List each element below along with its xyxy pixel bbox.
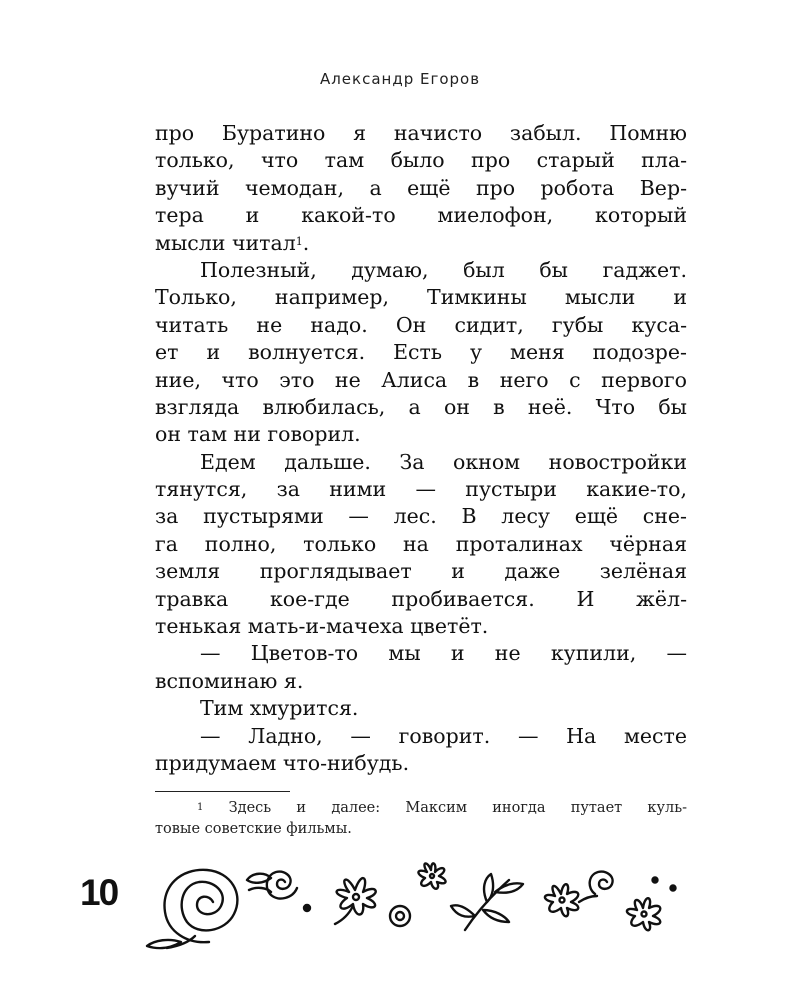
footnote-separator bbox=[155, 791, 290, 792]
text-line: ние, что это не Алиса в него с первого bbox=[155, 367, 687, 392]
text-line: взгляда влюбилась, а он в неё. Что бы bbox=[155, 394, 687, 419]
dot-icon bbox=[671, 886, 676, 891]
running-head: Александр Егоров bbox=[319, 70, 481, 88]
text-line-content: мысли читал bbox=[155, 230, 296, 255]
floral-ornament bbox=[135, 850, 695, 960]
text-line: Едем дальше. За окном новостройки bbox=[200, 449, 687, 474]
text-line: придумаем что-нибудь. bbox=[155, 750, 410, 775]
text-line: тянутся, за ними — пустыри какие-то, bbox=[155, 477, 687, 502]
text-line: земля проглядывает и даже зелёная bbox=[155, 559, 687, 584]
footnote-ref: 1 bbox=[295, 234, 303, 248]
spiral-flower-icon bbox=[147, 870, 237, 948]
dot-icon bbox=[304, 905, 310, 911]
swirl-icon bbox=[247, 872, 297, 899]
page-number: 10 bbox=[80, 872, 118, 913]
text-line: га полно, только на проталинах чёрная bbox=[155, 531, 687, 556]
text-line: читать не надо. Он сидит, губы куса- bbox=[155, 312, 687, 337]
text-line: вучий чемодан, а ещё про робота Вер- bbox=[155, 175, 687, 200]
text-line: Полезный, думаю, был бы гаджет. bbox=[200, 257, 687, 282]
footnote-line bbox=[155, 798, 687, 819]
text-line: он там ни говорил. bbox=[155, 422, 361, 447]
text-line: ет и волнуется. Есть у меня подозре- bbox=[155, 340, 687, 365]
leaf-sprig-icon bbox=[451, 874, 523, 930]
text-line: про Буратино я начисто забыл. Помню bbox=[155, 121, 687, 145]
footnote-ref-tail: . bbox=[302, 230, 310, 255]
text-line bbox=[155, 230, 687, 257]
footnote-marker: 1 bbox=[197, 802, 204, 813]
flower-icon bbox=[627, 898, 660, 930]
text-line: только, что там было про старый пла- bbox=[155, 148, 687, 173]
text-line: травка кое-где пробивается. И жёл- bbox=[155, 586, 687, 611]
footnote-line1-text: Здесь и далее: Максим иногда путает куль- bbox=[228, 800, 688, 816]
text-line: Только, например, Тимкины мысли и bbox=[155, 285, 687, 310]
flower-icon bbox=[335, 878, 376, 924]
ring-icon bbox=[390, 906, 410, 926]
footnote bbox=[155, 798, 687, 839]
footnote-line: товые советские фильмы. bbox=[155, 820, 352, 837]
text-line: — Цветов-то мы и не купили, — bbox=[200, 641, 687, 666]
text-line: Тим хмурится. bbox=[200, 696, 359, 721]
text-line: тера и какой-то миелофон, который bbox=[155, 203, 687, 228]
text-line: за пустырями — лес. В лесу ещё сне- bbox=[155, 504, 687, 529]
swirl-icon bbox=[590, 872, 613, 894]
text-line: — Ладно, — говорит. — На месте bbox=[200, 723, 687, 748]
dot-icon bbox=[653, 878, 658, 883]
text-line: тенькая мать-и-мачеха цветёт. bbox=[155, 614, 489, 639]
flower-icon bbox=[545, 884, 597, 916]
text-line: вспоминаю я. bbox=[155, 668, 304, 693]
flower-icon bbox=[418, 863, 445, 888]
body-text bbox=[155, 120, 687, 777]
